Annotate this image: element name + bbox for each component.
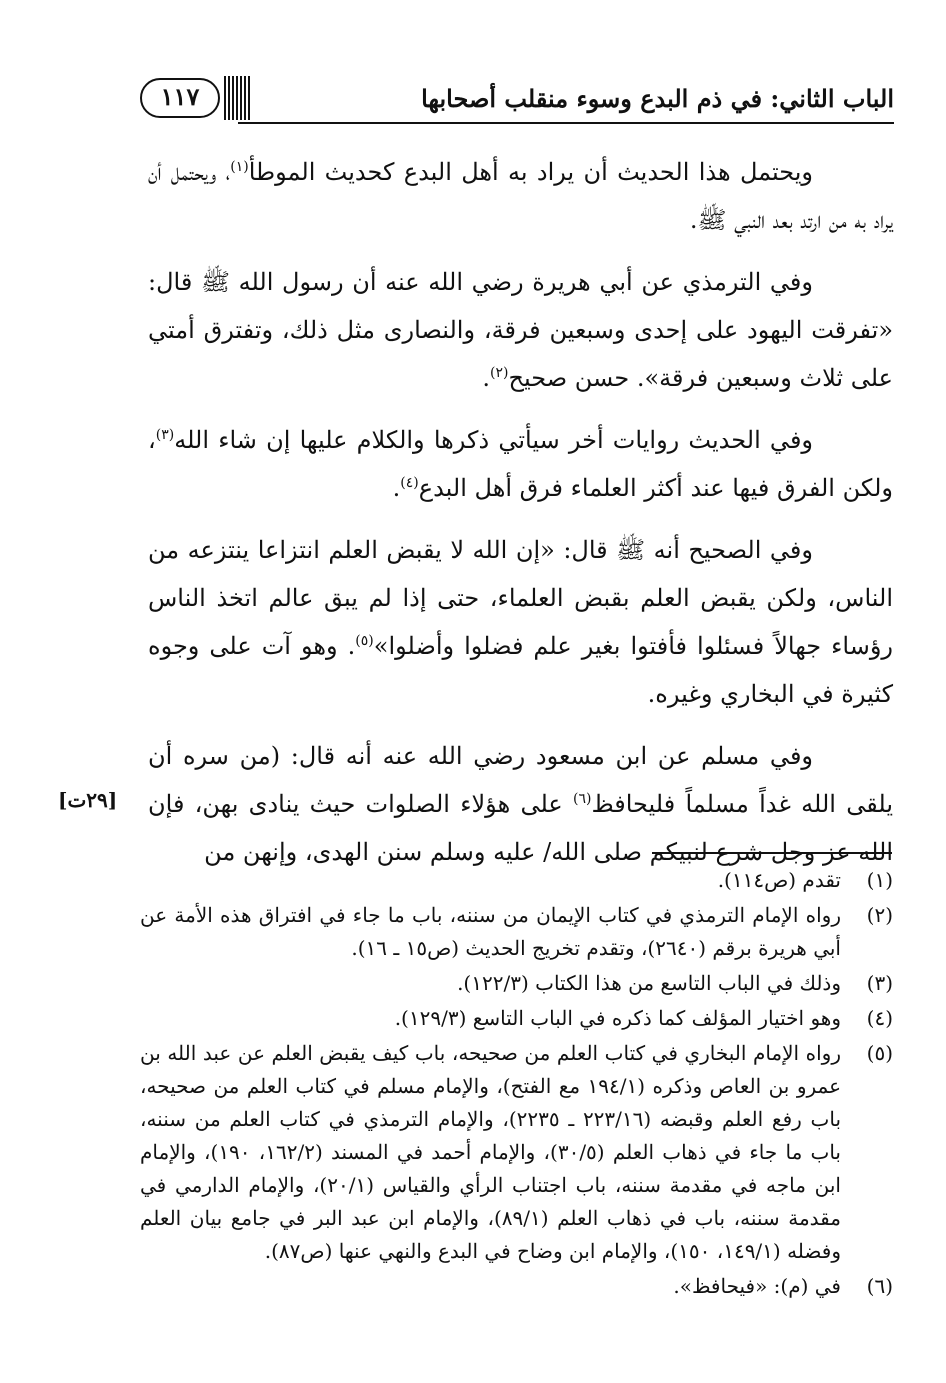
main-text xyxy=(148,148,893,890)
footnote-text: وهو اختيار المؤلف كما ذكره في الباب التاسع (١٢٩/٣). xyxy=(394,1006,841,1030)
text-segment: على هؤلاء الصلوات حيث ينادى بهن، فإن الله عز وجل شرع لنبيكم صلى الله/ عليه وسلم سنن الهدى، وإنهن من xyxy=(148,790,893,866)
chapter-title: الباب الثاني: في ذم البدع وسوء منقلب أصحابها xyxy=(421,84,894,113)
text-segment: ، ولكن الفرق فيها عند أكثر العلماء فرق أهل البدع xyxy=(148,426,893,502)
paragraph xyxy=(148,148,893,244)
text-segment: . وهو آت على وجوه كثيرة في البخاري وغيره. xyxy=(148,632,893,708)
footnote xyxy=(140,967,893,1000)
footnote-text: وذلك في الباب التاسع من هذا الكتاب (١٢٢/٣). xyxy=(457,971,841,995)
paragraph xyxy=(148,526,893,718)
paragraph xyxy=(148,258,893,402)
footnote-number: (٦) xyxy=(866,1274,893,1298)
paragraph xyxy=(148,732,893,876)
footnote xyxy=(140,864,893,897)
manuscript-page-marker: [٢٩ت] xyxy=(58,788,118,812)
paragraph xyxy=(148,416,893,512)
page-number-badge: ١١٧ xyxy=(140,78,220,118)
page-header xyxy=(138,70,894,128)
text-segment: وفي الترمذي عن أبي هريرة رضي الله عنه أن رسول الله ﷺ قال: «تفرقت اليهود على إحدى وسبعين فرقة، والنصارى مثل ذلك، وتفترق أمتي على ثلاث وسبعين فرقة». حسن صحيح xyxy=(148,268,893,392)
footnote-text: في (م): «فيحافظ». xyxy=(673,1274,841,1298)
text-segment: وفي الحديث روايات أخر سيأتي ذكرها والكلام عليها إن شاء الله xyxy=(174,426,813,454)
text-segment: وفي الصحيح أنه ﷺ قال: «إن الله لا يقبض العلم انتزاعا ينتزعه من الناس، ولكن يقبض العلم بقبض العلماء، حتى إذا لم يبق عالم اتخذ الناس رؤساء جهالاً فسئلوا فأفتوا بغير علم فضلوا وأضلوا» xyxy=(148,536,894,660)
footnotes xyxy=(140,864,893,1305)
footnote-number: (٣) xyxy=(866,971,893,995)
footnote xyxy=(140,1037,893,1268)
footnote-number: (٤) xyxy=(866,1006,893,1030)
footnote xyxy=(140,1270,893,1303)
header-rule xyxy=(238,122,894,124)
footnote-text: رواه الإمام الترمذي في كتاب الإيمان من سننه، باب ما جاء في افتراق هذه الأمة عن أبي هريرة برقم (٢٦٤٠)، وتقدم تخريج الحديث (ص١٥ ـ ١٦). xyxy=(140,903,841,960)
footnote-ref: (٢) xyxy=(490,365,509,381)
footnote-ref: (٣) xyxy=(155,427,175,443)
footnote-ref: (٤) xyxy=(400,475,419,491)
footnote-ref: (٥) xyxy=(355,633,374,649)
text-segment: وفي مسلم عن ابن مسعود رضي الله عنه أنه قال: (من سره أن يلقى الله غداً مسلماً فليحافظ xyxy=(148,742,894,818)
footnote xyxy=(140,899,893,965)
footnote-number: (٢) xyxy=(866,903,893,927)
footnote-number: (١) xyxy=(866,868,893,892)
footnote-ref: (١) xyxy=(230,159,249,175)
footnote-ref: (٦) xyxy=(573,791,592,807)
footnote-text: تقدم (ص١١٤). xyxy=(717,868,841,892)
text-segment: ويحتمل هذا الحديث أن يراد به أهل البدع كحديث الموطأ xyxy=(248,158,814,186)
header-ornament xyxy=(224,76,252,120)
footnote-text: رواه الإمام البخاري في كتاب العلم من صحيحه، باب كيف يقبض العلم عن عبد الله بن عمرو بن العاص وذكره (١٩٤/١ مع الفتح)، والإمام مسلم في كتاب العلم من صحيحه، باب رفع العلم وقبضه (٢٢٣/١٦ ـ ٢٢٣٥)، والإمام الترمذي في كتاب العلم من سننه، باب ما جاء في ذهاب العلم (٣٠/٥)، والإمام أحمد في المسند (١٦٢/٢، ١٩٠)، والإمام ابن ماجه في مقدمة سننه، باب اجتناب الرأي والقياس (٢٠/١)، والإمام الدارمي في مقدمة سننه، باب في ذهاب العلم (٨٩/١)، والإمام ابن عبد البر في جامع بيان العلم وفضله (١٤٩/١، ١٥٠)، والإمام ابن وضاح في البدع والنهي عنها (ص٨٧). xyxy=(140,1041,842,1263)
text-segment: . xyxy=(482,364,490,392)
footnote-separator xyxy=(652,852,892,854)
text-segment: . xyxy=(392,474,401,502)
text-segment: ، ويحتمل أن يراد به من ارتد بعد النبي ﷺ. xyxy=(148,158,893,234)
footnote-number: (٥) xyxy=(866,1041,893,1065)
footnote xyxy=(140,1002,893,1035)
